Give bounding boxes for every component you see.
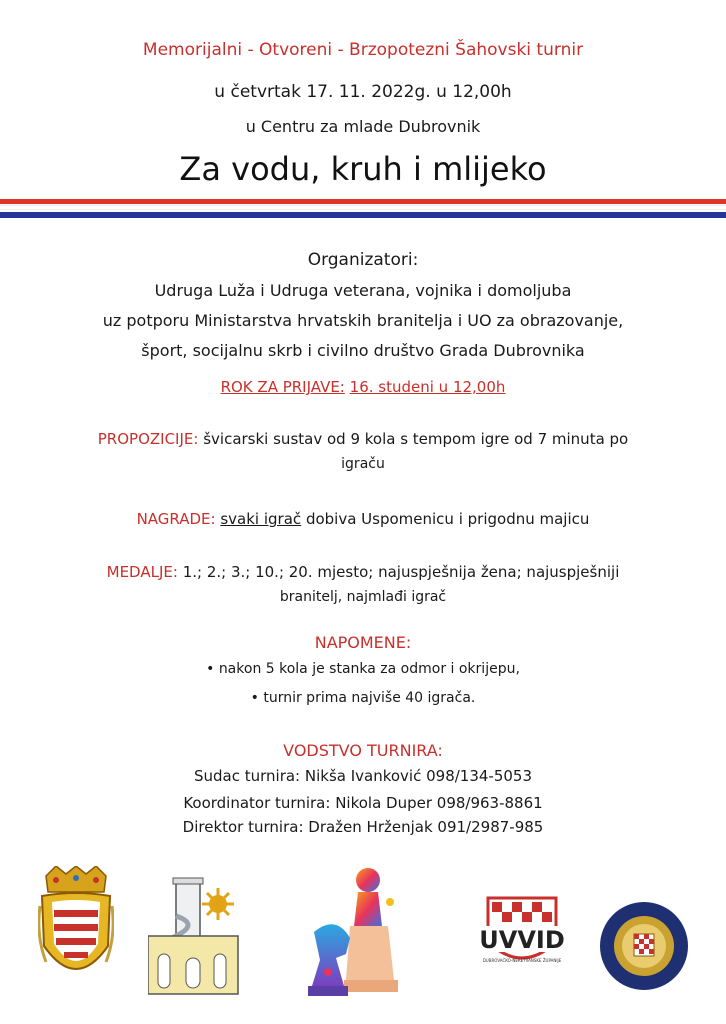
flag-stripe-red [0, 199, 726, 204]
deadline-value: 16. studeni u 12,00h [349, 378, 506, 396]
event-line: Memorijalni - Otvoreni - Brzopotezni Šahovski turnir [142, 40, 584, 60]
uvvid-text: UVVID [479, 926, 565, 954]
staff-heading: VODSTVO TURNIRA: [283, 741, 443, 760]
uvvid-small-text: DUBROVAČKO-NERETVANSKE ŽUPANIJE [482, 958, 562, 963]
note-text: nakon 5 kola je stanka za odmor i okrijepu, [218, 661, 520, 677]
prizes [0, 510, 726, 528]
deadline-label: ROK ZA PRIJAVE: [220, 378, 345, 396]
propositions [0, 430, 726, 448]
organizers-line-3: šport, socijalnu skrb i civilno društvo Grada Dubrovnika [141, 341, 585, 360]
medals [0, 563, 726, 581]
organizers-heading: Organizatori: [307, 250, 419, 270]
prizes-label: NAGRADE: [136, 510, 216, 528]
staff-line-coordinator: Koordinator turnira: Nikola Duper 098/963-8861 [183, 794, 543, 812]
croatian-defenders-seal-icon [598, 900, 690, 992]
staff-line-director: Direktor turnira: Dražen Hrženjak 091/2987-985 [182, 818, 544, 836]
notes-heading: NAPOMENE: [314, 633, 412, 652]
tower-logo-icon [148, 876, 240, 998]
organizers-line-2: uz potporu Ministarstva hrvatskih branitelja i UO za obrazovanje, [102, 311, 624, 330]
venue-line: u Centru za mlade Dubrovnik [245, 117, 481, 136]
medals-text-2: branitelj, najmlađi igrač [279, 589, 447, 605]
date-line: u četvrtak 17. 11. 2022g. u 12,00h [214, 82, 512, 102]
organizers-line-1: Udruga Luža i Udruga veterana, vojnika i domoljuba [154, 281, 572, 300]
flag-stripe-blue [0, 212, 726, 218]
propositions-label: PROPOZICIJE: [97, 430, 199, 448]
medals-label: MEDALJE: [106, 563, 178, 581]
flag-stripe-white [0, 205, 726, 210]
staff-line-referee: Sudac turnira: Nikša Ivanković 098/134-5053 [193, 767, 533, 785]
uvvid-logo-icon [472, 890, 572, 974]
propositions-text-2: igraču [341, 456, 385, 472]
deadline [0, 378, 726, 396]
page-title: Za vodu, kruh i mlijeko [179, 150, 547, 188]
medals-text: 1.; 2.; 3.; 10.; 20. mjesto; najuspješnija žena; najuspješniji [182, 563, 620, 581]
prizes-text: dobiva Uspomenicu i prigodnu majicu [305, 510, 590, 528]
chess-pieces-logo-icon [306, 862, 410, 1014]
dubrovnik-coat-of-arms-icon [38, 866, 114, 998]
note-text: turnir prima najviše 40 igrača. [263, 690, 476, 706]
note-item: • turnir prima najviše 40 igrača. [250, 690, 476, 706]
prizes-underlined: svaki igrač [220, 510, 302, 528]
propositions-text: švicarski sustav od 9 kola s tempom igre od 7 minuta po [203, 430, 629, 448]
note-item: • nakon 5 kola je stanka za odmor i okrijepu, [206, 661, 520, 677]
